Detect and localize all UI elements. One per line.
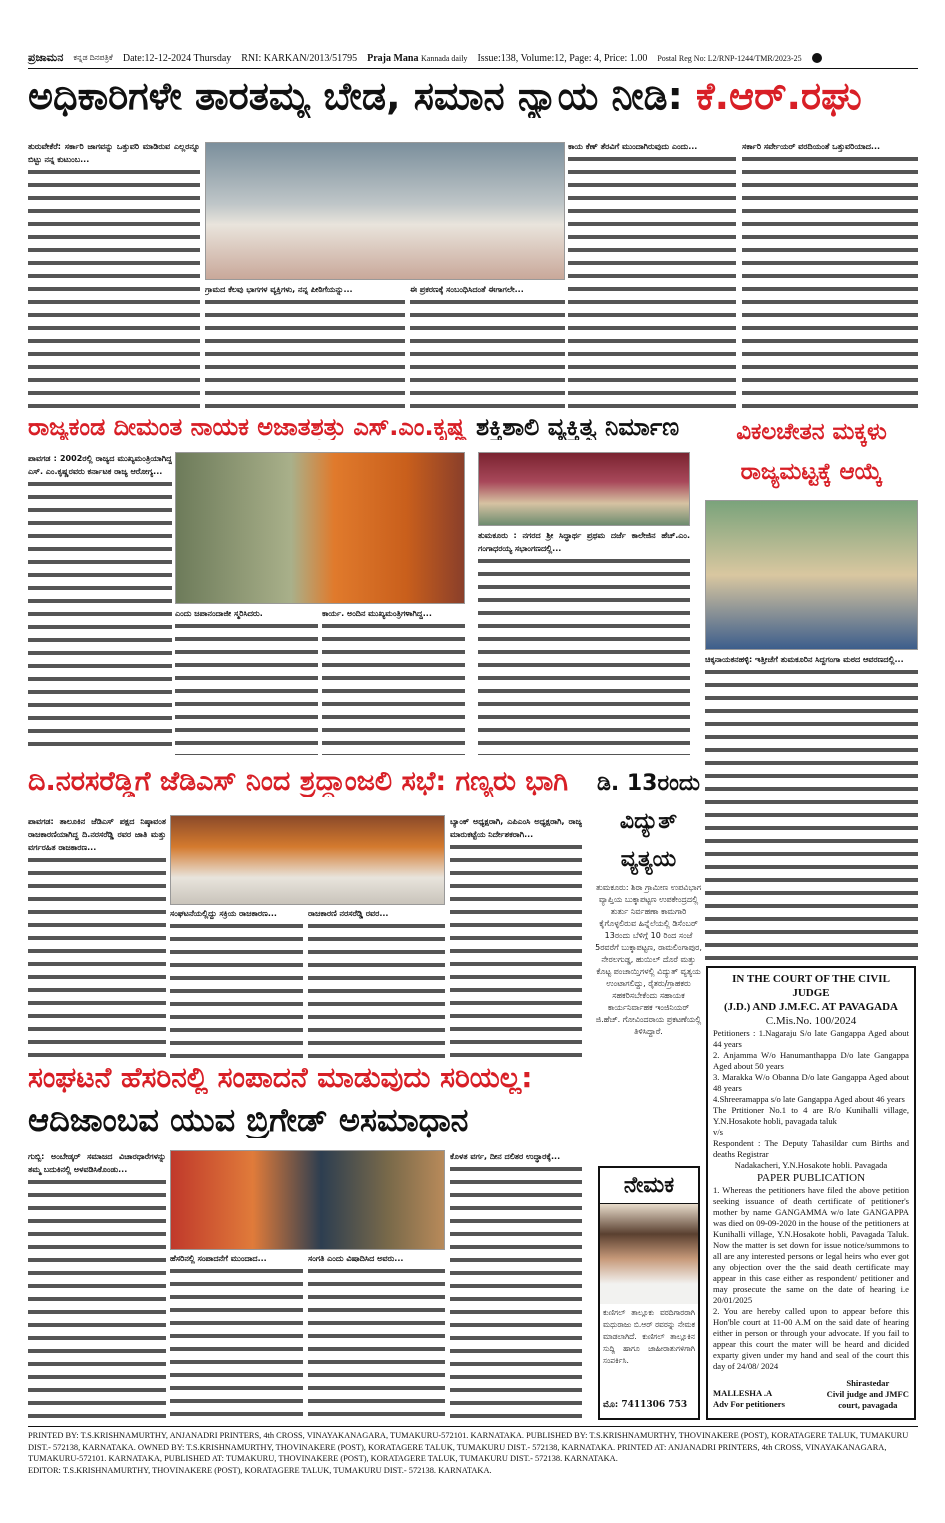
postal-reg: Postal Reg No: L2/RNP-1244/TMR/2023-25 [657, 53, 802, 63]
story4-column: ಚಿಕ್ಕನಾಯಕನಹಳ್ಳಿ: ಇತ್ತೀಚೆಗೆ ತುಮಕೂರಿನ ಸಿದ್ದಗಂಗಾ ಮಠದ ಆವರಣದಲ್ಲಿ... [705, 653, 918, 960]
story2-column-3: ಕಾರ್ಯ. ಅಂದಿನ ಮುಖ್ಯಮಂತ್ರಿಗಳಾಗಿದ್ದ... [322, 607, 465, 755]
publication-title: PAPER PUBLICATION [756, 1172, 866, 1184]
advocate-name: MALLESHA .A [713, 1388, 773, 1398]
story5-headline: ದಿ.ನರಸರೆಡ್ಡಿಗೆ ಜೆಡಿಎಸ್ ನಿಂದ ಶ್ರದ್ಧಾಂಜಲಿ ಸಭೆ: ಗಣ್ಯರು ಭಾಗಿ [28, 767, 569, 797]
headline-line-2: ವಿದ್ಯುತ್ [619, 809, 678, 834]
photo-youth-brigade [170, 1150, 445, 1250]
respondent: Respondent : The Deputy Tahasildar cum Births and deaths Registrar [713, 1138, 909, 1159]
petitioner-2: 2. Anjamma W/o Hanumanthappa D/o late Gangappa Aged about 50 years [713, 1050, 909, 1071]
headline-line-1: ಡಿ. 13ರಂದು [596, 771, 701, 796]
petitioner-1: Petitioners : 1.Nagaraju S/o late Gangappa Aged about 44 years [713, 1028, 909, 1049]
petitioner-3: 3. Marakka W/o Obanna D/o late Gangappa Aged about 48 years [713, 1072, 909, 1093]
headline-line-1: ವಿಕಲಚೇತನ ಮಕ್ಕಳು [736, 419, 887, 445]
story7-column-2: ಹೆಸರಿನಲ್ಲಿ ಸಂಪಾದನೆಗೆ ಮುಂದಾದ... [170, 1252, 303, 1420]
story5-column-4: ಬ್ಯಾಂಕ್ ಅಧ್ಯಕ್ಷರಾಗಿ, ಎಪಿಎಂಸಿ ಅಧ್ಯಕ್ಷರಾಗಿ, ರಾಜ್ಯ ಮಾರುಕಟ್ಟೆಯ ನಿರ್ದೇಶಕರಾಗಿ... [450, 815, 582, 1060]
story7-column-1: ಗುಬ್ಬಿ: ಅಂಬೇಡ್ಕರ್ ಸಮಾಜದ ವಿಚಾರಧಾರೆಗಳನ್ನು ತಮ್ಮ ಬದುಕಿನಲ್ಲಿ ಅಳವಡಿಸಿಕೊಂಡು... [28, 1150, 166, 1420]
appointment-title: ನೇಮಕ [600, 1168, 698, 1204]
appointment-text: ಕುಣಿಗಲ್ ತಾಲ್ಲೂಕು ವರದಿಗಾರರಾಗಿ ಮಧುರಾಜು ಬಿ.ಆರ್ ರವರನ್ನು ನೇಮಕ ಮಾಡಲಾಗಿದೆ. ಕುಣಿಗಲ್ ತಾಲ್ಲೂಕಿನ ಸುದ್ದಿ ಹಾಗೂ ಜಾಹೀರಾತುಗಳಿಗಾಗಿ ಸಂಪರ್ಕಿಸಿ. [603, 1308, 695, 1365]
photo-tribute-meeting [170, 815, 445, 905]
story3-column: ತುಮಕೂರು : ನಗರದ ಶ್ರೀ ಸಿದ್ಧಾರ್ಥ ಪ್ರಥಮ ದರ್ಜೆ ಕಾಲೇಜಿನ ಹೆಚ್.ಎಂ. ಗಂಗಾಧರಯ್ಯ ಸಭಾಂಗಣದಲ್ಲಿ... [478, 529, 690, 755]
masthead [28, 50, 918, 66]
story1-column-1: ತುರುವೇಕೆರೆ: ಸರ್ಕಾರಿ ಜಾಗವನ್ನು ಒತ್ತುವರಿ ಮಾಡಿರುವ ಎಲ್ಲರನ್ನೂ ಬಿಟ್ಟು ನನ್ನ ಕುಟುಂಬ... [28, 140, 200, 410]
imprint-footer [28, 1430, 918, 1476]
story4-headline [705, 412, 918, 492]
case-number: C.Mis.No. 100/2024 [765, 1015, 857, 1027]
tagline: ಕನ್ನಡ ದಿನಪತ್ರಿಕೆ [73, 53, 113, 62]
photo-college-group [478, 452, 690, 526]
story2-column-2: ಎಂದು ಜಪಾನಂದಾಜೀ ಸ್ಮರಿಸಿದರು. [175, 607, 318, 755]
photo-appointee [600, 1204, 698, 1304]
issue-date: Date:12-12-2024 Thursday [122, 52, 232, 64]
story3-headline: ಶಕ್ತಿಶಾಲಿ ವ್ಯಕ್ತಿತ್ವ ನಿರ್ಮಾಣ [476, 414, 680, 441]
paper-name: Praja Mana [367, 52, 419, 64]
photo-sm-krishna-swamiji [175, 452, 465, 604]
imprint-text: PRINTED BY: T.S.KRISHNAMURTHY, ANJANADRI PRINTERS, 4th CROSS, VINAYAKANAGARA, TUMAKURU-572101. KARNATAKA. PUBLISHED BY: T.S.KRISHNAMURTHY, THOVINAKERE (POST), KORATAGERE TALUK, TUMAKURU DIST.- 572138, KARNATAKA. OWNED BY: T.S.KRISHNAMURTHY, THOVINAKERE (POST), KORATAGERE TALUK, TUMAKURU DIST.- 572138, KARNATAKA. PRINTED AT: ANJANADRI PRINTERS, 4th CROSS, VINAYAKANAGARA, TUMAKURU-572101. KARNATAKA, PUBLISHED AT: TUMAKURU, THOVINAKERE (POST), KORATAGERE TALUK, TUMAKURU DIST.- 572138. KARNATAKA. [28, 1431, 909, 1463]
court-notice [706, 966, 916, 1420]
divider [28, 68, 918, 69]
signatory-1: Shirastedar [846, 1378, 890, 1388]
newspaper-logo: ಪ್ರಜಾಮನ [28, 51, 64, 64]
court-title: IN THE COURT OF THE CIVIL JUDGE [732, 973, 890, 999]
story7-column-4: ಕೊಳತ ವರ್ಗ, ದೀನ ದಲಿತರ ಉದ್ಧಾರಕ್ಕೆ... [450, 1150, 582, 1420]
advocate-role: Adv For petitioners [713, 1399, 785, 1409]
story5-column-3: ರಾಜಕಾರಣಿ ನರಸರೆಡ್ಡಿ ರವರ... [308, 907, 445, 1060]
versus: v/s [713, 1127, 724, 1137]
notice-paragraph-2: 2. You are hereby called upon to appear before this Hon'ble court at 11-00 A.M on the said date of hearing either in person or through your advocate. If you fail to appear this court the mater will be heard and dicided exparty given under my hand and seal of the court this day of 24/08/ 2024 [713, 1306, 909, 1371]
headline-text: ಅಧಿಕಾರಿಗಳೇ ತಾರತಮ್ಯ ಬೇಡ, ಸಮಾನ ನ್ಯಾಯ ನೀಡಿ: [28, 76, 683, 118]
appointment-notice [598, 1166, 700, 1420]
rni-number: RNI: KARKAN/2013/51795 [241, 52, 358, 64]
headline-name: ಕೆ.ಆರ್.ರಘು [696, 76, 862, 118]
petitioner-4: 4.Shreeramappa s/o late Gangappa Aged about 46 years [713, 1094, 905, 1104]
main-headline [28, 76, 918, 118]
paper-sub: Kannada daily [421, 53, 468, 63]
story2-column-1: ಪಾವಗಡ : 2002ರಲ್ಲಿ ರಾಜ್ಯದ ಮುಖ್ಯಮಂತ್ರಿಯಾಗಿದ್ದ ಎಸ್. ಎಂ.ಕೃಷ್ಣರವರು ಕರ್ನಾಟಕ ರಾಜ್ಯ ಆರೋಗ್ಯ... [28, 452, 172, 755]
notice-paragraph-1: 1. Whereas the petitioners have filed the above petition seeking issuance of death certificate of petitioner's mother by name GANGAMMA w/o late GANGAPPA was died on 09-09-2020 in the house of the petitioners at Kunihalli village, Y.N.Hosakote hobli, Pavagada Taluk. Now the matter is set down for issue notice/summons to all are any interested persons or legal heirs who ever got any objection over the the said death certificate may appear in this case either as respondent/ petitioner and may prosecute the same on the date of hearing i.e 20/01/2025 [713, 1185, 909, 1305]
story5-column-2: ಸಂಘಟನೆಯಲ್ಲಿದ್ದು ಸಕ್ರಿಯ ರಾಜಕಾರಣ... [170, 907, 303, 1060]
story6-headline [595, 765, 702, 879]
appointment-phone: ಮೊ: 7411306 753 [603, 1400, 688, 1410]
court-subtitle: (J.D.) AND J.M.F.C. AT PAVAGADA [724, 1001, 898, 1013]
headline-line-3: ವ್ಯತ್ಯಯ [620, 847, 677, 872]
footer-divider [28, 1426, 918, 1427]
photo-disabled-children [705, 500, 918, 650]
signatory-3: court, pavagada [838, 1400, 898, 1410]
petitioner-address: The Prtitioner No.1 to 4 are R/o Kunihalli village, Y.N.Hosakote hobli, pavagada taluk [713, 1105, 909, 1126]
editor-line: EDITOR: T.S.KRISHNAMURTHY, THOVINAKERE (POST), KORATAGERE TALUK, TUMAKURU DIST.- 572138. KARNATAKA. [28, 1465, 492, 1475]
story1-column-5: ಸರ್ಕಾರಿ ಸರ್ವೇಯರ್ ವರದಿಯಂತೆ ಒತ್ತುವರಿಯಾದ... [742, 140, 918, 410]
story1-column-4: ಕಾಯ ಕೆಣ್ ತೆರವಿಗೆ ಮುಂದಾಗಿರುವುದು ಎಂದು... [568, 140, 736, 410]
issue-info: Issue:138, Volume:12, Page: 4, Price: 1.00 [477, 52, 648, 64]
signatory-2: Civil judge and JMFC [826, 1389, 909, 1399]
story2-headline: ರಾಜ್ಯಕಂಡ ದೀಮಂತ ನಾಯಕ ಅಜಾತಶತ್ರು ಎಸ್.ಎಂ.ಕೃಷ್ಣ [28, 414, 467, 441]
respondent-address: Nadakacheri, Y.N.Hosakote hobli. Pavagada [734, 1160, 888, 1170]
story5-column-1: ಪಾವಗಡ: ತಾಲೂಕಿನ ಜೆಡಿಎಸ್ ಪಕ್ಷದ ನಿಷ್ಠಾವಂತ ರಾಜಕಾರಣಿಯಾಗಿದ್ದ ದಿ.ನರಸರೆಡ್ಡಿ ರವರ ಜಾತಿ ಮತ್ತು ವರ್ಗರಹಿತ ರಾಜಕಾರಣ... [28, 815, 166, 1060]
page-number-icon [812, 53, 822, 63]
story7-headline-line-1: ಸಂಘಟನೆ ಹೆಸರಿನಲ್ಲಿ ಸಂಪಾದನೆ ಮಾಡುವುದು ಸರಿಯಲ್ಲ: [28, 1063, 533, 1094]
photo-officials-meeting [205, 142, 565, 280]
story6-body: ತುಮಕೂರು: ಶಿರಾ ಗ್ರಾಮೀಣ ಉಪವಿಭಾಗ ವ್ಯಾಪ್ತಿಯ ಬುಕ್ಕಾಪಟ್ಟಣ ಉಪಕೇಂದ್ರದಲ್ಲಿ ತುರ್ತು ನಿರ್ವಹಣಾ ಕಾಮಗಾರಿ ಕೈಗೊಳ್ಳಲಿರುವ ಹಿನ್ನೆಲೆಯಲ್ಲಿ ಡಿಸೆಂಬರ್ 13ರಂದು ಬೆಳಿಗ್ಗೆ 10 ರಿಂದ ಸಂಜೆ 5ರವರೆಗೆ ಬುಕ್ಕಾಪಟ್ಟಣ, ರಾಮಲಿಂಗಾಪುರ, ನೇರಲಗುಡ್ಡ, ಹುಯಿಲ್ ದೊರೆ ಮತ್ತು ಕೊಟ್ಟ ಪಂಚಾಯ್ತಿಗಳಲ್ಲಿ ವಿದ್ಯುತ್ ವ್ಯತ್ಯಯ ಉಂಟಾಗಲಿದ್ದು, ರೈತರು/ಗ್ರಾಹಕರು ಸಹಕರಿಸಬೇಕೆಂದು ಸಹಾಯಕ ಕಾರ್ಯನಿರ್ವಾಹಕ ಇಂಜಿನಿಯರ್ ಜಿ.ಹೆಚ್. ಗೋವಿಂದರಾಯ ಪ್ರಕಟಣೆಯಲ್ಲಿ ತಿಳಿಸಿದ್ದಾರೆ. [595, 883, 702, 1036]
story1-column-2: ಗ್ರಾಮದ ಕೆಲವು ಭಾಗಗಳ ವ್ಯಕ್ತಿಗಳು, ನನ್ನ ಪೀಠಿಗೆಯನ್ನು... [205, 283, 405, 410]
story7-headline-line-2: ಆದಿಜಾಂಬವ ಯುವ ಬ್ರಿಗೇಡ್ ಅಸಮಾಧಾನ [28, 1103, 469, 1139]
headline-line-2: ರಾಜ್ಯಮಟ್ಟಕ್ಕೆ ಆಯ್ಕೆ [740, 459, 883, 485]
story7-column-3: ಸಂಗತಿ ಎಂದು ವಿಷಾದಿಸಿದ ಅವರು... [308, 1252, 445, 1420]
story1-column-3: ಈ ಪ್ರಕರಣಕ್ಕೆ ಸಂಬಂಧಿಸಿದಂತೆ ಈಗಾಗಲೇ... [410, 283, 565, 410]
